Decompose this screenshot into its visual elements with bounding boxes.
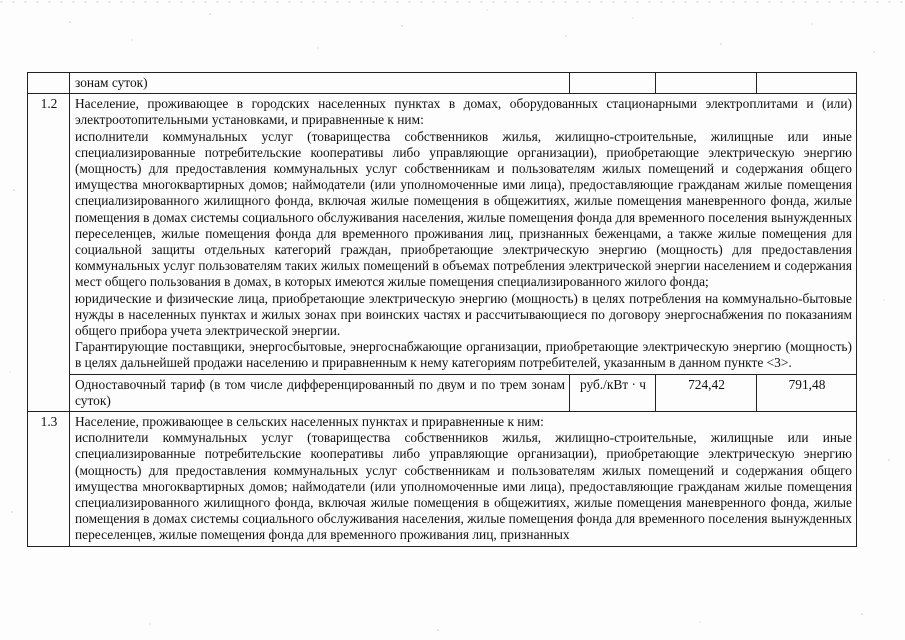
paragraph: исполнители коммунальных услуг (товарищества собственников жилья, жилищно-строительные, жилищные или иные специализированные потребительские кооперативы либо управляющие организации), приобретающие электрическую энергию (мощность) для предоставления коммунальных услуг собственникам и пользователям жилых помещений и содержания общего имущества многоквартирных домов; наймодатели (или уполномоченные ими лица), предоставляющие гражданам жилые помещения специализированного жилищного фонда, включая жилые помещения в общежитиях, жилые помещения маневренного фонда, жилые помещения в домах системы социального обслуживания населения, жилые помещения фонда для временного поселения вынужденных переселенцев, жилые помещения фонда для временного проживания лиц, признанных (75, 430, 852, 543)
tariff-value-1: 724,42 (656, 374, 757, 411)
paragraph: исполнители коммунальных услуг (товарищества собственников жилья, жилищно-строительные, жилищные или иные специализированные потребительские кооперативы либо управляющие организации), приобретающие электрическую энергию (мощность) для предоставления коммунальных услуг собственникам и пользователям жилых помещений и содержания общего имущества многоквартирных домов; наймодатели (или уполномоченные ими лица), предоставляющие гражданам жилые помещения специализированного жилищного фонда, включая жилые помещения в общежитиях, жилые помещения маневренного фонда, жилые помещения в домах системы социального обслуживания населения, жилые помещения фонда для временного поселения вынужденных переселенцев, жилые помещения фонда для временного проживания лиц, признанных беженцами, а также жилые помещения для социальной защиты отдельных категорий граждан, приобретающие электрическую энергию (мощность) для предоставления коммунальных услуг пользователям таких жилых помещений в объемах потребления электрической энергии населением и содержания мест общего пользования в домах, в которых имеются жилые помещения специализированного жилого фонда; (75, 128, 852, 290)
table-row-1-3 (28, 412, 857, 547)
row-text-cell: зонам суток) (70, 73, 570, 94)
table-row-tariff (28, 374, 857, 411)
table-row-1-2 (28, 94, 857, 374)
paragraph: Гарантирующие поставщики, энергосбытовые, энергоснабжающие организации, приобретающие электрическую энергию (мощность) в целях дальнейшей продажи населению и приравненным к нему категориям потребителей, указанным в данном пункте <3>. (75, 339, 852, 371)
unit-cell-empty (570, 73, 656, 94)
tariff-label: Одноставочный тариф (в том числе дифференцированный по двум и по трем зонам суток) (70, 374, 570, 411)
paragraph: Население, проживающее в городских населенных пунктах в домах, оборудованных стационарными электроплитами и (или) электроотопительными установками, и приравненные к ним: (75, 96, 852, 128)
paragraph: Население, проживающее в сельских населенных пунктах и приравненные к ним: (75, 414, 544, 430)
value-2-cell-empty (757, 73, 857, 94)
row-number-cell-empty (28, 73, 70, 94)
tariff-value-2: 791,48 (757, 374, 857, 411)
row-number-1-2: 1.2 (28, 94, 70, 412)
paragraph: юридические и физические лица, приобретающие электрическую энергию (мощность) в целях потребления на коммунально-бытовые нужды в населенных пунктах и жилых зонах при воинских частях и рассчитывающиеся по договору энергоснабжения по показаниям общего прибора учета электрической энергии. (75, 290, 852, 339)
tariff-table (27, 72, 857, 547)
tariff-unit: руб./кВт · ч (570, 374, 656, 411)
value-1-cell-empty (656, 73, 757, 94)
table-row-continuation (28, 73, 857, 94)
row-description-1-3 (70, 412, 857, 547)
row-number-1-3: 1.3 (28, 412, 70, 547)
row-description-1-2 (70, 94, 857, 374)
